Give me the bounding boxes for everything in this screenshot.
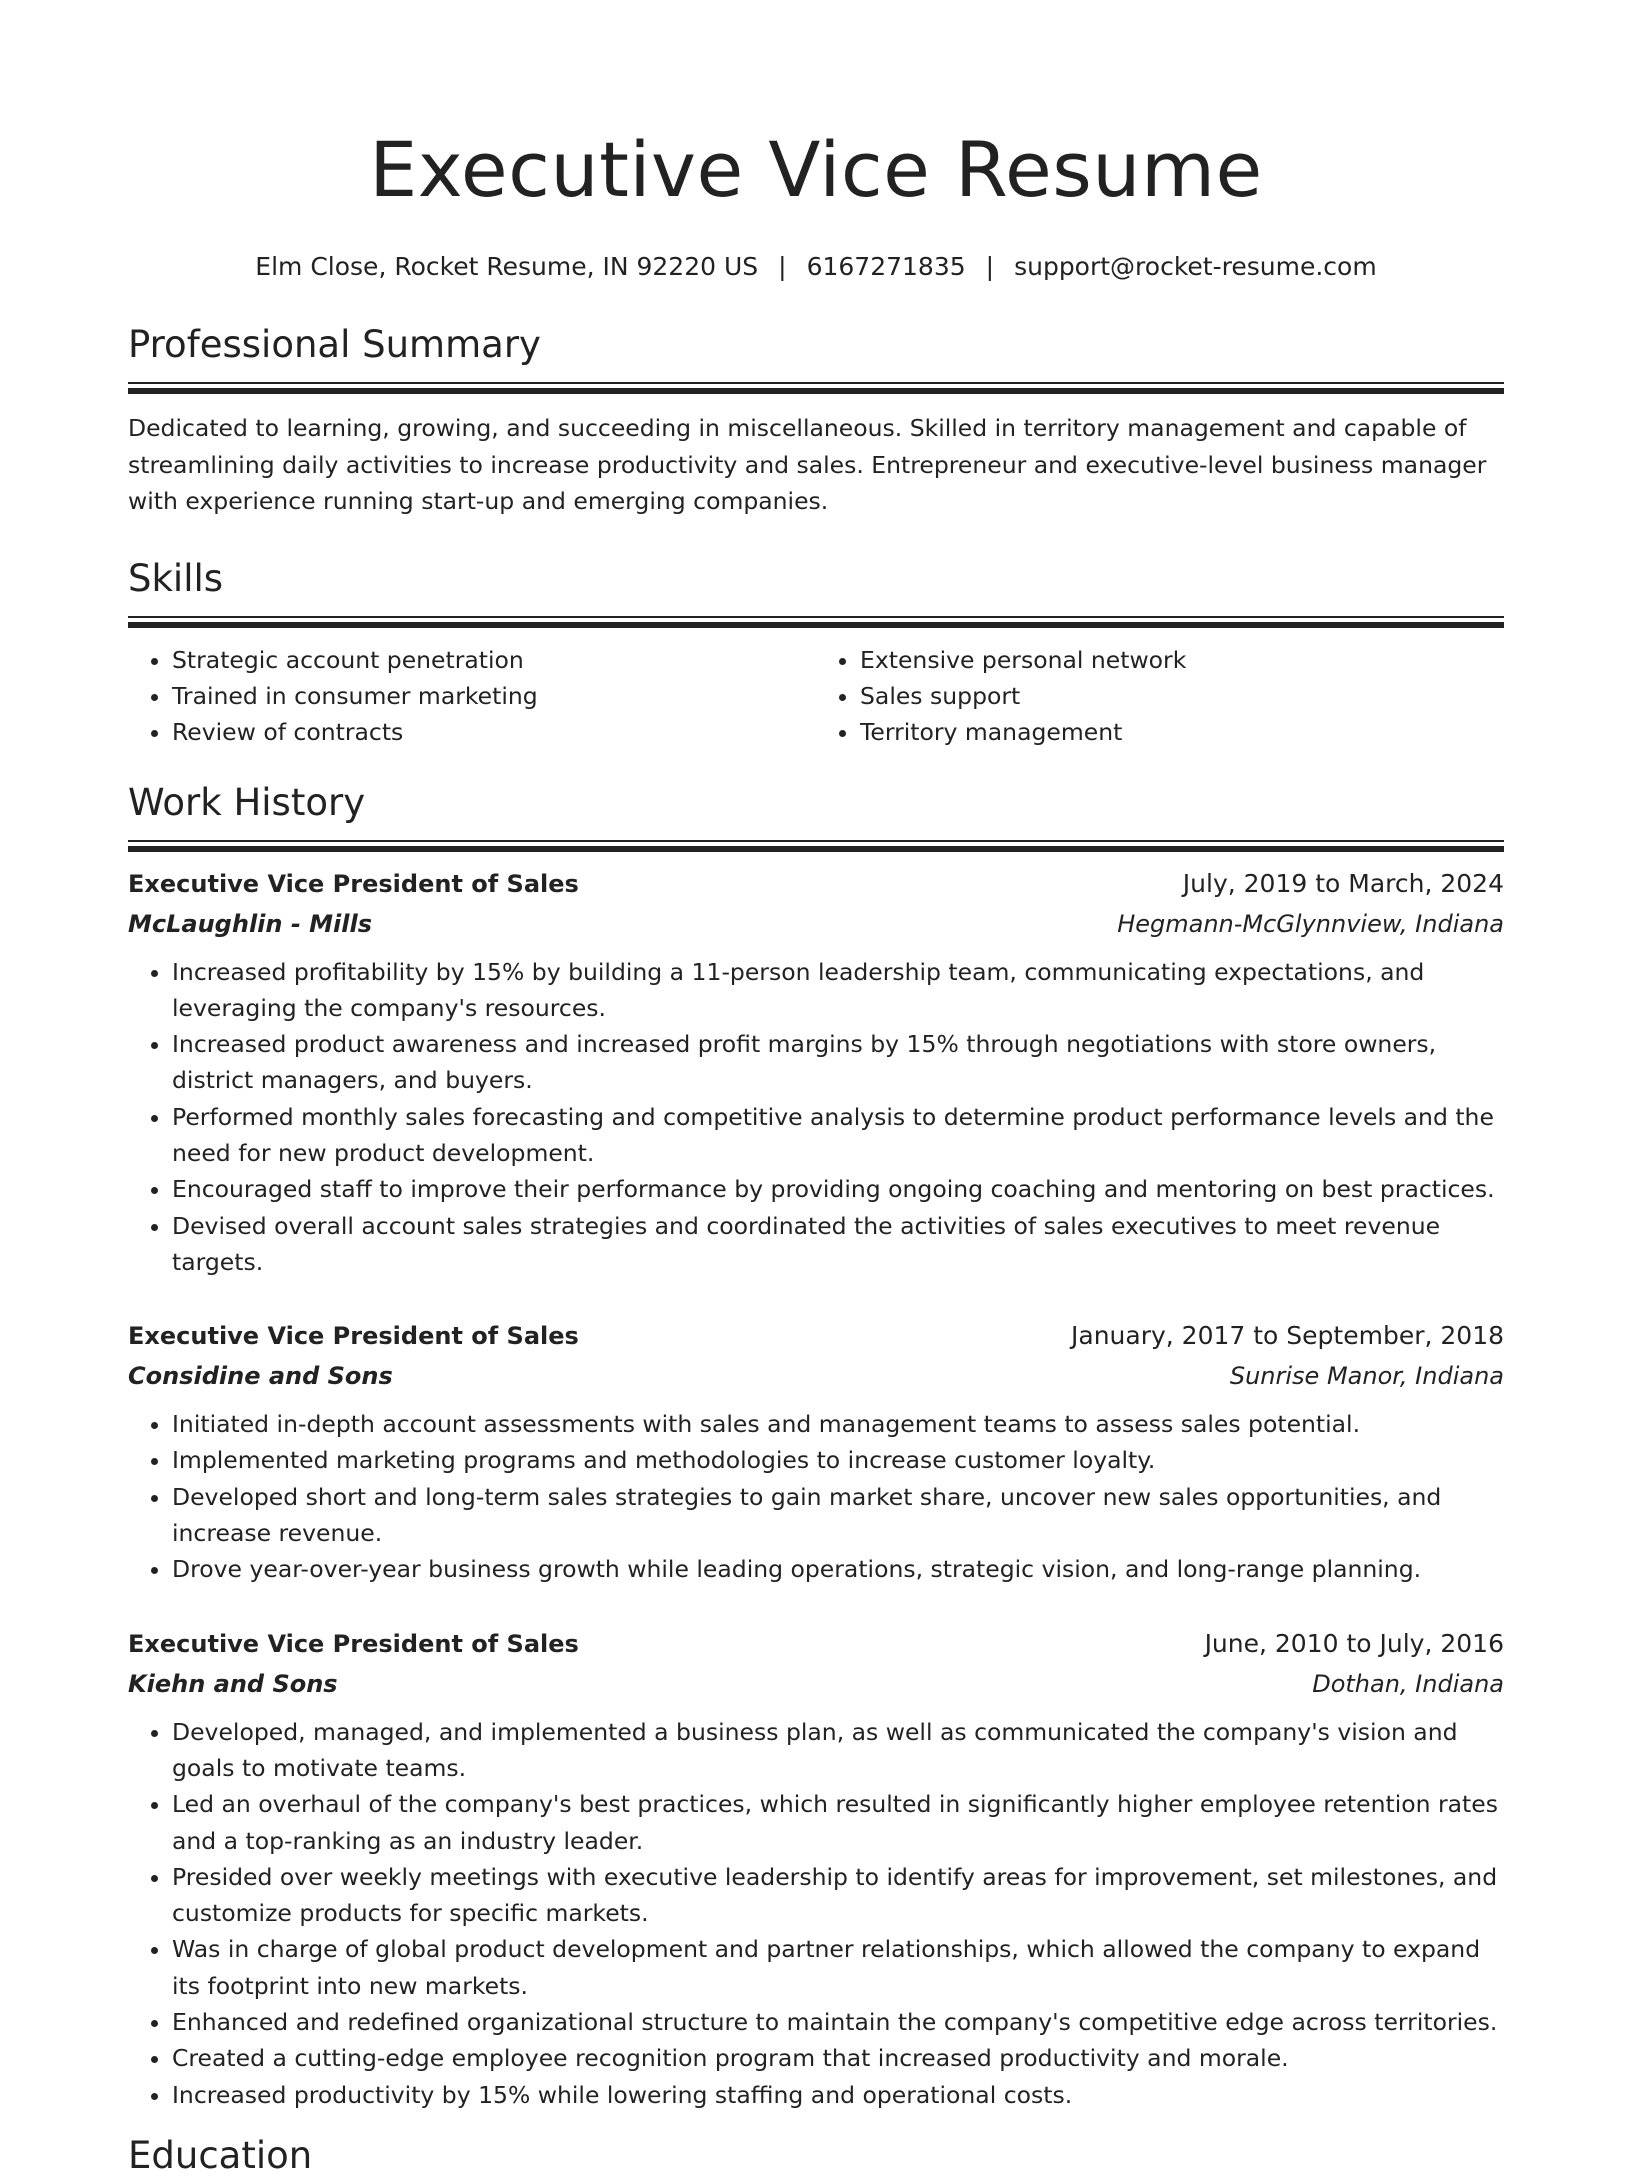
job-bullets — [128, 1714, 1504, 2113]
contact-phone: 6167271835 — [806, 252, 966, 281]
job-bullet: • Was in charge of global product development and partner relationships, which allowed the company to expand its footprint into new markets. — [172, 1931, 1504, 2004]
job-entry — [128, 1316, 1504, 1587]
job-header-row — [128, 1624, 1504, 1664]
job-bullets — [128, 1406, 1504, 1587]
skill-item: • Extensive personal network — [860, 642, 1504, 678]
job-entry — [128, 864, 1504, 1281]
job-title: Executive Vice President of Sales — [128, 869, 579, 898]
job-company-row — [128, 904, 1504, 944]
contact-address: Elm Close, Rocket Resume, IN 92220 US — [255, 252, 759, 281]
job-bullet: • Developed short and long-term sales strategies to gain market share, uncover new sales opportunities, and increase revenue. — [172, 1479, 1504, 1552]
job-dates: January, 2017 to September, 2018 — [1071, 1321, 1504, 1351]
skill-item: • Territory management — [860, 714, 1504, 750]
job-bullet: • Led an overhaul of the company's best practices, which resulted in significantly higher employee retention rates and a top-ranking as an industry leader. — [172, 1786, 1504, 1859]
skills-list — [128, 642, 1504, 750]
job-bullet: • Increased product awareness and increased profit margins by 15% through negotiations with store owners, district managers, and buyers. — [172, 1026, 1504, 1099]
work-history-section — [128, 780, 1504, 2113]
job-header-row — [128, 1316, 1504, 1356]
job-header-row — [128, 864, 1504, 904]
job-title: Executive Vice President of Sales — [128, 1322, 579, 1351]
job-location: Hegmann-McGlynnview, Indiana — [1117, 909, 1504, 938]
job-bullet: • Initiated in-depth account assessments with sales and management teams to assess sales potential. — [172, 1406, 1504, 1442]
job-company: Considine and Sons — [128, 1362, 393, 1391]
job-bullet: • Devised overall account sales strategies and coordinated the activities of sales executives to meet revenue targets. — [172, 1208, 1504, 1281]
job-company-row — [128, 1356, 1504, 1396]
skill-item: • Trained in consumer marketing — [172, 678, 816, 714]
job-company-row — [128, 1664, 1504, 1704]
summary-text: Dedicated to learning, growing, and succeeding in miscellaneous. Skilled in territory management and capable of streamlining daily activities to increase productivity and sales. Entrepreneur and executive-level business manager with experience running start-up and emerging companies. — [128, 414, 1487, 515]
section-divider — [128, 616, 1504, 628]
section-title-education: Education — [128, 2133, 313, 2177]
job-location: Sunrise Manor, Indiana — [1229, 1362, 1504, 1391]
skill-item: • Review of contracts — [172, 714, 816, 750]
section-title-skills: Skills — [128, 556, 224, 600]
section-divider — [128, 382, 1504, 394]
job-bullet: • Drove year-over-year business growth while leading operations, strategic vision, and long-range planning. — [172, 1551, 1504, 1587]
contact-line — [128, 250, 1504, 284]
contact-separator: | — [985, 252, 995, 281]
job-dates: June, 2010 to July, 2016 — [1204, 1628, 1504, 1658]
skill-item: • Sales support — [860, 678, 1504, 714]
job-company: McLaughlin - Mills — [128, 909, 373, 938]
section-divider — [128, 840, 1504, 852]
skills-column-right — [816, 642, 1504, 750]
contact-separator: | — [778, 252, 787, 281]
job-bullet: • Increased profitability by 15% by building a 11-person leadership team, communicating expectations, and leveraging the company's resources. — [172, 954, 1504, 1027]
job-bullets — [128, 954, 1504, 1281]
job-bullet: • Developed, managed, and implemented a business plan, as well as communicated the company's vision and goals to motivate teams. — [172, 1714, 1504, 1787]
job-bullet: • Enhanced and redefined organizational structure to maintain the company's competitive edge across territories. — [172, 2004, 1504, 2040]
job-company: Kiehn and Sons — [128, 1669, 338, 1698]
summary-section — [128, 322, 1504, 520]
job-bullet: • Presided over weekly meetings with executive leadership to identify areas for improvement, set milestones, and customize products for specific markets. — [172, 1859, 1504, 1932]
job-bullet: • Increased productivity by 15% while lowering staffing and operational costs. — [172, 2077, 1504, 2113]
resume-page — [128, 0, 1504, 2179]
job-bullet: • Implemented marketing programs and methodologies to increase customer loyalty. — [172, 1442, 1504, 1478]
skills-column-left — [128, 642, 816, 750]
section-title-work-history: Work History — [128, 780, 366, 824]
job-dates: July, 2019 to March, 2024 — [1182, 868, 1504, 898]
skills-section — [128, 556, 1504, 750]
job-bullet: • Created a cutting-edge employee recognition program that increased productivity and morale. — [172, 2040, 1504, 2076]
job-bullet: • Encouraged staff to improve their performance by providing ongoing coaching and mentoring on best practices. — [172, 1171, 1504, 1207]
section-title-summary: Professional Summary — [128, 323, 541, 366]
contact-email: support@rocket-resume.com — [1014, 252, 1377, 281]
job-entry — [128, 1624, 1504, 2113]
resume-name: Executive Vice Resume — [369, 125, 1263, 214]
job-title: Executive Vice President of Sales — [128, 1629, 579, 1658]
job-bullet: • Performed monthly sales forecasting and competitive analysis to determine product performance levels and the need for new product development. — [172, 1099, 1504, 1172]
job-location: Dothan, Indiana — [1312, 1669, 1504, 1698]
skill-item: • Strategic account penetration — [172, 642, 816, 678]
